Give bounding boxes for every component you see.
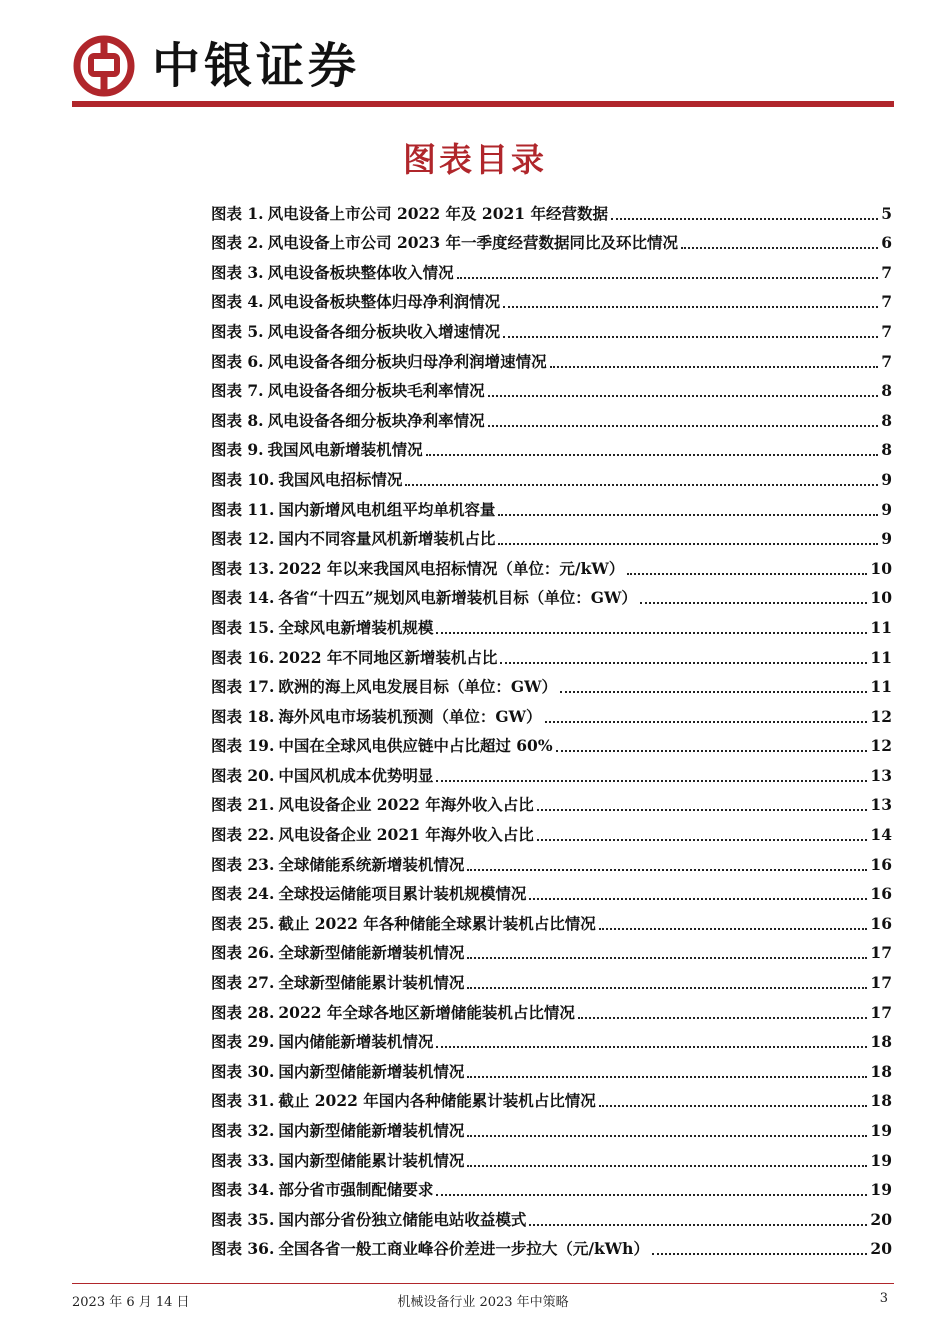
footer-page-number: 3 (879, 1291, 888, 1306)
toc-entry-title: 国内新增风电机组平均单机容量 (278, 499, 496, 519)
toc-entry-label: 图表 31. (211, 1091, 275, 1111)
toc-entry-title: 国内部分省份独立储能电站收益模式 (278, 1209, 527, 1229)
toc-entry-label: 图表 33. (211, 1150, 275, 1170)
toc-dot-leader (503, 336, 878, 338)
toc-entry-title: 部分省市强制配储要求 (278, 1180, 434, 1200)
toc-entry-label: 图表 6. (211, 351, 264, 371)
toc-entry[interactable] (211, 934, 892, 964)
toc-entry[interactable] (211, 224, 892, 254)
toc-dot-leader (556, 750, 868, 752)
toc-entry-title: 风电设备各细分板块净利率情况 (267, 410, 485, 430)
toc-entry-label: 图表 22. (211, 825, 275, 845)
toc-entry-page: 18 (870, 1032, 892, 1052)
toc-dot-leader (599, 1105, 868, 1107)
toc-entry-page: 11 (870, 617, 892, 637)
toc-entry-label: 图表 20. (211, 765, 275, 785)
toc-entry-label: 图表 34. (211, 1180, 275, 1200)
toc-entry-title: 风电设备企业 2021 年海外收入占比 (278, 825, 534, 845)
toc-entry[interactable] (211, 638, 892, 668)
toc-entry-title: 风电设备企业 2022 年海外收入占比 (278, 795, 534, 815)
toc-entry-title: 国内新型储能累计装机情况 (278, 1150, 465, 1170)
toc-entry[interactable] (211, 520, 892, 550)
toc-entry-label: 图表 2. (211, 233, 264, 253)
toc-entry[interactable] (211, 1200, 892, 1230)
toc-entry-title: 中国在全球风电供应链中占比超过 60% (278, 736, 553, 756)
toc-entry-page: 8 (881, 440, 892, 460)
toc-entry[interactable] (211, 194, 892, 224)
toc-entry-label: 图表 5. (211, 321, 264, 341)
toc-entry-page: 9 (881, 529, 892, 549)
toc-dot-leader (467, 1165, 867, 1167)
toc-entry-label: 图表 35. (211, 1209, 275, 1229)
toc-entry-page: 6 (881, 233, 892, 253)
toc-entry-title: 2022 年全球各地区新增储能装机占比情况 (278, 1002, 575, 1022)
toc-entry-title: 我国风电新增装机情况 (267, 440, 423, 460)
footer-date: 2023 年 6 月 14 日 (72, 1295, 190, 1310)
toc-entry-label: 图表 29. (211, 1032, 275, 1052)
toc-dot-leader (611, 218, 878, 220)
toc-entry-page: 10 (870, 558, 892, 578)
toc-entry-label: 图表 25. (211, 913, 275, 933)
toc-entry-title: 截止 2022 年各种储能全球累计装机占比情况 (278, 913, 596, 933)
toc-entry[interactable] (211, 401, 892, 431)
toc-entry[interactable] (211, 283, 892, 313)
toc-dot-leader (545, 721, 868, 723)
footer-report-name: 机械设备行业 2023 年中策略 (397, 1295, 569, 1310)
toc-entry-label: 图表 10. (211, 469, 275, 489)
toc-entry[interactable] (211, 549, 892, 579)
page-header (72, 30, 894, 110)
toc-entry-label: 图表 14. (211, 588, 275, 608)
toc-entry-page: 13 (870, 795, 892, 815)
toc-entry-label: 图表 30. (211, 1061, 275, 1081)
toc-entry-page: 20 (870, 1239, 892, 1259)
toc-entry-title: 风电设备板块整体归母净利润情况 (267, 292, 501, 312)
toc-dot-leader (436, 632, 867, 634)
toc-entry-label: 图表 12. (211, 529, 275, 549)
toc-dot-leader (467, 1076, 867, 1078)
toc-entry-page: 17 (870, 973, 892, 993)
toc-dot-leader (599, 928, 868, 930)
toc-entry[interactable] (211, 608, 892, 638)
header-divider (72, 101, 894, 107)
toc-dot-leader (578, 1017, 868, 1019)
toc-entry-label: 图表 16. (211, 647, 275, 667)
toc-entry-title: 中国风机成本优势明显 (278, 765, 434, 785)
toc-entry-label: 图表 36. (211, 1239, 275, 1259)
toc-dot-leader (436, 1046, 867, 1048)
toc-entry[interactable] (211, 1082, 892, 1112)
toc-entry[interactable] (211, 904, 892, 934)
toc-dot-leader (467, 1135, 867, 1137)
toc-entry-page: 9 (881, 499, 892, 519)
toc-entry[interactable] (211, 460, 892, 490)
toc-entry-page: 7 (881, 321, 892, 341)
toc-entry[interactable] (211, 756, 892, 786)
toc-title: 图表目录 (403, 140, 547, 179)
toc-entry-label: 图表 23. (211, 854, 275, 874)
toc-entry-label: 图表 32. (211, 1121, 275, 1140)
toc-entry-page: 10 (870, 588, 892, 608)
toc-dot-leader (537, 839, 868, 841)
toc-entry-label: 图表 27. (211, 973, 275, 993)
toc-entry-title: 风电设备各细分板块归母净利润增速情况 (267, 351, 547, 371)
toc-dot-leader (498, 543, 878, 545)
toc-entry-title: 风电设备各细分板块毛利率情况 (267, 381, 485, 401)
toc-entry-title: 风电设备上市公司 2023 年一季度经营数据同比及环比情况 (267, 233, 679, 253)
toc-entry-title: 欧洲的海上风电发展目标（单位：GW） (278, 677, 558, 697)
toc-entry-page: 7 (881, 292, 892, 312)
toc-entry[interactable] (211, 490, 892, 520)
toc-dot-leader (503, 306, 878, 308)
toc-entry[interactable] (211, 1023, 892, 1053)
toc-entry-page: 18 (870, 1091, 892, 1111)
toc-entry-title: 截止 2022 年国内各种储能累计装机占比情况 (278, 1091, 596, 1111)
toc-entry-title: 国内新型储能新增装机情况 (278, 1121, 465, 1140)
toc-entry-page: 7 (881, 351, 892, 371)
toc-entry[interactable] (211, 786, 892, 816)
toc-entry[interactable] (211, 815, 892, 845)
toc-entry-page: 19 (870, 1121, 892, 1140)
toc-dot-leader (467, 869, 867, 871)
toc-entry[interactable] (211, 1171, 892, 1201)
toc-entry-label: 图表 26. (211, 943, 275, 963)
toc-entry-title: 国内新型储能新增装机情况 (278, 1061, 465, 1081)
toc-entry-page: 14 (870, 825, 892, 845)
toc-entry[interactable] (211, 668, 892, 698)
toc-entry[interactable] (211, 697, 892, 727)
toc-entry-page: 17 (870, 943, 892, 963)
toc-entry-page: 19 (870, 1180, 892, 1200)
page-footer (72, 1291, 894, 1311)
toc-entry[interactable] (211, 727, 892, 757)
toc-dot-leader (436, 780, 867, 782)
toc-entry-page: 9 (881, 469, 892, 489)
toc-entry[interactable] (211, 1111, 892, 1141)
toc-entry-page: 16 (870, 854, 892, 874)
toc-entry-label: 图表 15. (211, 617, 275, 637)
toc-entry-page: 19 (870, 1150, 892, 1170)
toc-dot-leader (652, 1253, 867, 1255)
toc-entry-label: 图表 9. (211, 440, 264, 460)
toc-entry-page: 5 (881, 203, 892, 223)
toc-entry-label: 图表 18. (211, 706, 275, 726)
bank-of-china-logo-icon (72, 34, 136, 98)
toc-dot-leader (550, 366, 879, 368)
toc-entry-title: 全国各省一般工商业峰谷价差进一步拉大（元/kWh） (278, 1239, 649, 1259)
toc-entry-title: 国内储能新增装机情况 (278, 1032, 434, 1052)
toc-list (211, 194, 892, 1259)
toc-entry[interactable] (211, 579, 892, 609)
toc-entry-page: 7 (881, 262, 892, 282)
toc-entry[interactable] (211, 1052, 892, 1082)
toc-entry-page: 12 (870, 736, 892, 756)
toc-entry-page: 13 (870, 765, 892, 785)
toc-entry-title: 2022 年不同地区新增装机占比 (278, 647, 498, 667)
toc-entry-title: 国内不同容量风机新增装机占比 (278, 529, 496, 549)
toc-entry-label: 图表 11. (211, 499, 275, 519)
toc-entry-label: 图表 1. (211, 203, 264, 223)
toc-entry-label: 图表 21. (211, 795, 275, 815)
toc-dot-leader (640, 602, 868, 604)
toc-entry-label: 图表 4. (211, 292, 264, 312)
toc-dot-leader (467, 987, 867, 989)
toc-entry-title: 各省“十四五”规划风电新增装机目标（单位：GW） (278, 588, 637, 608)
toc-dot-leader (457, 277, 879, 279)
toc-dot-leader (467, 957, 867, 959)
brand-name: 中银证券 (152, 38, 361, 94)
toc-dot-leader (405, 484, 878, 486)
toc-entry-label: 图表 17. (211, 677, 275, 697)
toc-entry-label: 图表 8. (211, 410, 264, 430)
toc-entry-label: 图表 3. (211, 262, 264, 282)
toc-dot-leader (529, 1224, 867, 1226)
toc-entry-label: 图表 24. (211, 884, 275, 904)
toc-entry[interactable] (211, 253, 892, 283)
toc-entry[interactable] (211, 963, 892, 993)
toc-entry-page: 11 (870, 647, 892, 667)
toc-entry-title: 全球新型储能累计装机情况 (278, 973, 465, 993)
toc-entry[interactable] (211, 1141, 892, 1171)
toc-entry[interactable] (211, 875, 892, 905)
toc-entry-label: 图表 19. (211, 736, 275, 756)
toc-dot-leader (560, 691, 867, 693)
toc-entry[interactable] (211, 312, 892, 342)
toc-entry-page: 8 (881, 410, 892, 430)
toc-entry[interactable] (211, 372, 892, 402)
toc-entry[interactable] (211, 845, 892, 875)
toc-dot-leader (488, 425, 879, 427)
toc-dot-leader (537, 809, 868, 811)
toc-entry-page: 11 (870, 677, 892, 697)
toc-entry-title: 风电设备板块整体收入情况 (267, 262, 454, 282)
toc-entry-title: 全球风电新增装机规模 (278, 617, 434, 637)
toc-entry-page: 12 (870, 706, 892, 726)
toc-dot-leader (627, 573, 867, 575)
toc-entry-label: 图表 28. (211, 1002, 275, 1022)
toc-entry-title: 全球储能系统新增装机情况 (278, 854, 465, 874)
toc-entry-title: 风电设备各细分板块收入增速情况 (267, 321, 501, 341)
toc-dot-leader (498, 514, 878, 516)
toc-entry-page: 16 (870, 884, 892, 904)
toc-dot-leader (500, 662, 867, 664)
toc-entry-page: 18 (870, 1061, 892, 1081)
toc-entry-title: 我国风电招标情况 (278, 469, 403, 489)
footer-divider (72, 1283, 894, 1284)
toc-dot-leader (436, 1194, 867, 1196)
toc-entry-page: 20 (870, 1209, 892, 1229)
toc-dot-leader (426, 454, 879, 456)
toc-entry[interactable] (211, 342, 892, 372)
toc-dot-leader (488, 395, 879, 397)
toc-entry[interactable] (211, 431, 892, 461)
toc-entry-page: 17 (870, 1002, 892, 1022)
toc-entry[interactable] (211, 993, 892, 1023)
toc-entry[interactable] (211, 1230, 892, 1260)
toc-entry-title: 全球投运储能项目累计装机规模情况 (278, 884, 527, 904)
toc-dot-leader (529, 898, 867, 900)
toc-entry-title: 海外风电市场装机预测（单位：GW） (278, 706, 542, 726)
toc-entry-title: 全球新型储能新增装机情况 (278, 943, 465, 963)
toc-entry-label: 图表 13. (211, 558, 275, 578)
toc-entry-page: 8 (881, 381, 892, 401)
toc-dot-leader (681, 247, 878, 249)
toc-entry-title: 2022 年以来我国风电招标情况（单位：元/kW） (278, 558, 625, 578)
toc-entry-title: 风电设备上市公司 2022 年及 2021 年经营数据 (267, 203, 608, 223)
toc-entry-label: 图表 7. (211, 381, 264, 401)
toc-entry-page: 16 (870, 913, 892, 933)
